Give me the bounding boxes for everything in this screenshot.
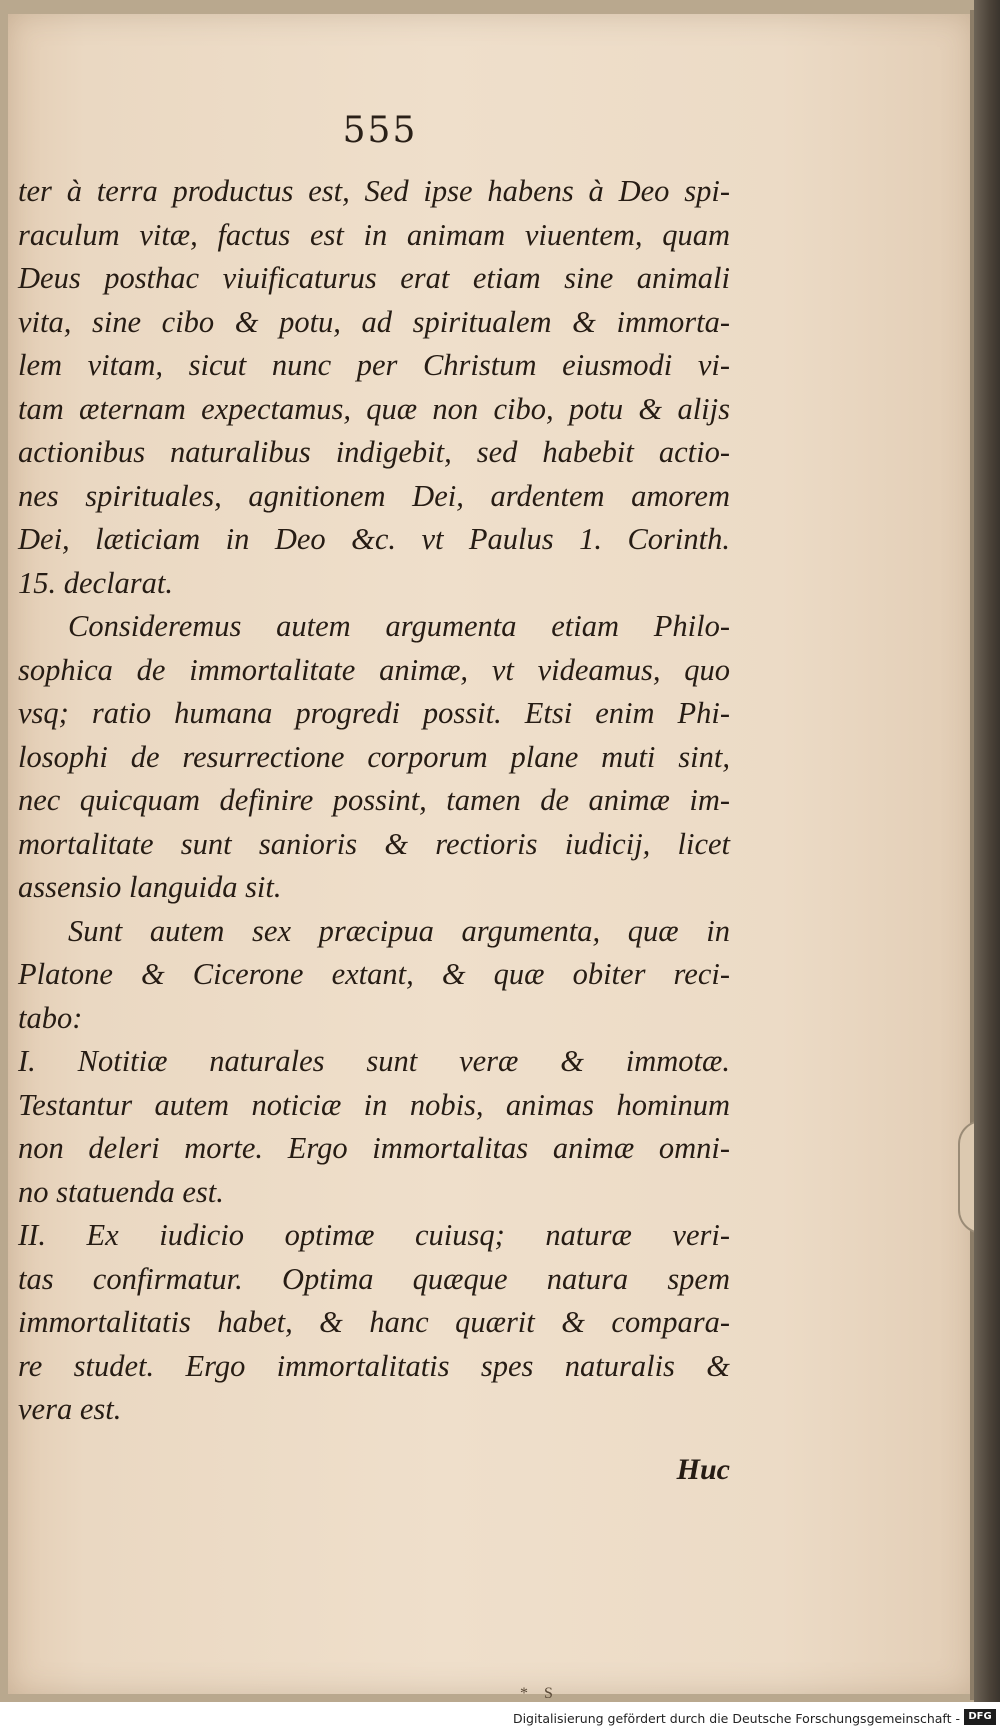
text-line-20: tabo: [18,1000,83,1035]
text-line-27: immortalitatis habet, & hanc quærit & compara- [18,1305,730,1339]
text-line-4: vita, sine cibo & potu, ad spiritualem & immorta- [18,304,730,339]
page-number: 555 [342,110,418,151]
text-line-19: Platone & Cicerone extant, & quæ obiter reci- [18,957,730,991]
text-line-14: losophi de resurrectione corporum plane muti sint, [18,739,730,774]
text-line-21: I. Notitiæ naturales sunt veræ & immotæ. [18,1044,730,1078]
text-line-1: ter à terra productus est, Sed ipse habens à Deo spi- [18,174,730,208]
text-line-26: tas confirmatur. Optima quæque natura spem [18,1261,730,1296]
text-line-22: Testantur autem noticiæ in nobis, animas hominum [18,1087,730,1122]
text-line-7: actionibus naturalibus indigebit, sed habebit actio- [18,435,730,469]
text-line-5: lem vitam, sicut nunc per Christum eiusmodi vi- [18,348,730,382]
text-line-11: Consideremus autem argumenta etiam Philo- [68,609,730,643]
text-line-10: 15. declarat. [18,565,174,600]
text-line-25: II. Ex iudicio optimæ cuiusq; naturæ veri- [18,1218,730,1252]
text-line-3: Deus posthac viuificaturus erat etiam sine animali [18,261,730,295]
text-line-8: nes spirituales, agnitionem Dei, ardentem amorem [18,478,730,513]
text-line-29: vera est. [18,1392,122,1426]
text-line-13: vsq; ratio humana progredi possit. Etsi enim Phi- [18,696,730,730]
text-line-28: re studet. Ergo immortalitatis spes naturalis & [18,1348,730,1383]
book-binding-edge [974,0,1000,1702]
digitization-credit: Digitalisierung gefördert durch die Deutsche Forschungsgemeinschaft - [512,1711,960,1726]
catchword: Huc [676,1453,730,1486]
text-line-9: Dei, læticiam in Deo &c. vt Paulus 1. Corinth. [18,522,730,556]
text-line-17: assensio languida sit. [18,870,282,904]
text-line-16: mortalitate sunt sanioris & rectioris iudicij, licet [18,826,730,861]
text-line-23: non deleri morte. Ergo immortalitas animæ omni- [18,1131,730,1165]
bottom-signature-mark: * S [520,1685,559,1702]
text-line-12: sophica de immortalitate animæ, vt videamus, quo [18,652,730,687]
text-line-15: nec quicquam definire possint, tamen de animæ im- [18,783,730,817]
text-line-24: no statuenda est. [18,1174,224,1209]
text-line-18: Sunt autem sex præcipua argumenta, quæ in [68,913,730,948]
dfg-logo: DFG [964,1709,996,1725]
text-line-2: raculum vitæ, factus est in animam viuentem, quam [18,217,730,252]
text-line-6: tam æternam expectamus, quæ non cibo, potu & alijs [18,391,730,426]
body-text [18,170,730,1432]
